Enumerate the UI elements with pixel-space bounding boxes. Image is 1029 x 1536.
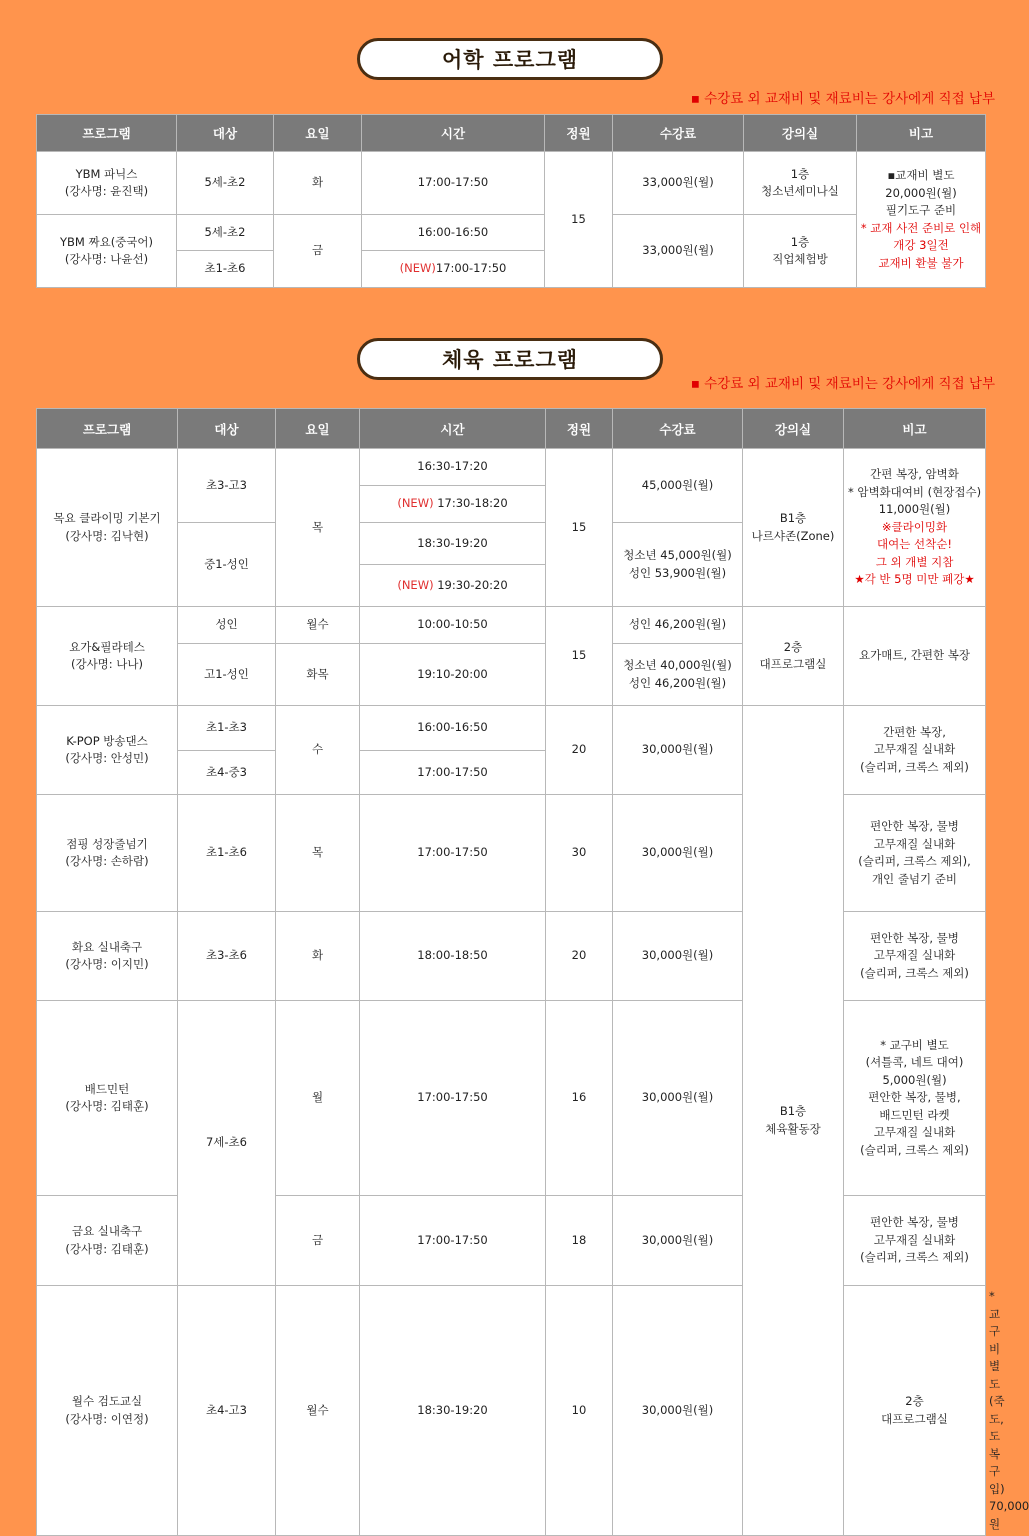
program-cell xyxy=(37,795,178,912)
program-cell xyxy=(37,215,177,288)
note-warning-line: ※클라이밍화 xyxy=(881,519,948,534)
table-row xyxy=(37,607,986,644)
capacity-cell: 16 xyxy=(546,1001,613,1196)
capacity-cell: 18 xyxy=(546,1196,613,1286)
instructor-name: (강사명: 이연정) xyxy=(65,1411,149,1426)
room-cell xyxy=(743,607,844,706)
program-cell xyxy=(37,1001,178,1196)
time-cell: 17:00-17:50 xyxy=(360,1001,546,1196)
table-row xyxy=(37,706,986,751)
time-value: 17:30-18:20 xyxy=(433,496,508,511)
note-line: (슬리퍼, 크록스 제외), xyxy=(858,854,971,868)
note-line: * 교구비 별도 xyxy=(880,1037,949,1052)
header-note: 비고 xyxy=(857,115,986,152)
time-cell: 18:00-18:50 xyxy=(360,912,546,1001)
time-cell: 10:00-10:50 xyxy=(360,607,546,644)
target-cell: 초4-고3 xyxy=(178,1286,276,1536)
header-day: 요일 xyxy=(274,115,362,152)
time-cell: 16:00-16:50 xyxy=(362,215,545,251)
fee-cell: 33,000원(월) xyxy=(613,152,744,215)
time-cell xyxy=(362,251,545,288)
note-warning-line: 개강 3일전 xyxy=(893,238,949,252)
room-floor: 2층 xyxy=(783,639,803,654)
instructor-name: (강사명: 김태훈) xyxy=(65,1241,149,1256)
room-cell xyxy=(743,706,844,1536)
capacity-cell: 15 xyxy=(546,449,613,607)
fee-cell: 30,000원(월) xyxy=(613,1001,743,1196)
instructor-name: (강사명: 이지민) xyxy=(65,957,149,971)
time-cell: 16:00-16:50 xyxy=(360,706,546,751)
note-line: (슬리퍼, 크록스 제외) xyxy=(860,965,969,980)
program-name: 목요 클라이밍 기본기 xyxy=(53,511,161,525)
room-name: 직업체험방 xyxy=(772,252,828,266)
fee-cell: 30,000원(월) xyxy=(613,1286,743,1536)
target-cell: 5세-초2 xyxy=(177,152,274,215)
instructor-name: (강사명: 윤진택) xyxy=(64,184,149,198)
day-cell: 금 xyxy=(274,215,362,288)
fee-cell: 30,000원(월) xyxy=(613,912,743,1001)
sports-program-title: 체육 프로그램 xyxy=(357,338,663,380)
day-cell: 월수 xyxy=(276,607,360,644)
note-line: 고무재질 실내화 xyxy=(873,836,956,851)
capacity-cell: 15 xyxy=(546,607,613,706)
note-line: 5,000원(월) xyxy=(882,1072,947,1087)
table-header-row xyxy=(37,115,986,152)
room-cell xyxy=(744,152,857,215)
table-row xyxy=(37,795,986,912)
target-cell: 초4-중3 xyxy=(178,751,276,795)
day-cell: 수 xyxy=(276,706,360,795)
note-cell xyxy=(844,795,986,912)
program-name: 배드민턴 xyxy=(84,1081,130,1096)
fee-cell xyxy=(613,644,743,706)
room-name: 체육활동장 xyxy=(765,1121,821,1136)
program-cell xyxy=(37,449,178,607)
room-name: 청소년세미나실 xyxy=(761,184,839,198)
instructor-name: (강사명: 나윤선) xyxy=(64,252,149,266)
new-badge: (NEW) xyxy=(397,496,434,511)
table-row xyxy=(37,1001,986,1196)
header-capacity: 정원 xyxy=(545,115,613,152)
header-room: 강의실 xyxy=(744,115,857,152)
time-cell: 17:00-17:50 xyxy=(362,152,545,215)
room-name: 대프로그램실 xyxy=(759,657,827,671)
day-cell: 화 xyxy=(276,912,360,1001)
room-cell xyxy=(844,1286,986,1536)
program-name: 요가&필라테스 xyxy=(69,639,145,654)
new-badge: (NEW) xyxy=(399,261,436,276)
table-header-row xyxy=(37,409,986,449)
fee-cell: 45,000원(월) xyxy=(613,449,743,523)
room-floor: 1층 xyxy=(790,234,810,249)
fee-cell: 성인 46,200원(월) xyxy=(613,607,743,644)
note-cell xyxy=(857,152,986,288)
program-cell xyxy=(37,706,178,795)
new-badge: (NEW) xyxy=(397,577,434,592)
time-cell: 19:10-20:00 xyxy=(360,644,546,706)
day-cell: 월수 xyxy=(276,1286,360,1536)
note-cell xyxy=(844,1196,986,1286)
header-target: 대상 xyxy=(177,115,274,152)
instructor-name: (강사명: 나나) xyxy=(70,657,144,671)
header-room: 강의실 xyxy=(743,409,844,449)
program-name: K-POP 방송댄스 xyxy=(66,733,148,748)
program-cell xyxy=(37,1286,178,1536)
time-cell: 17:00-17:50 xyxy=(360,795,546,912)
note-warning-line: 교재비 환불 불가 xyxy=(878,255,964,270)
time-cell: 17:00-17:50 xyxy=(360,751,546,795)
header-fee: 수강료 xyxy=(613,409,743,449)
header-program: 프로그램 xyxy=(37,409,178,449)
language-fee-notice: ▪ 수강료 외 교재비 및 재료비는 강사에게 직접 납부 xyxy=(690,91,995,107)
note-line: 고무재질 실내화 xyxy=(873,1232,956,1247)
target-cell: 5세-초2 xyxy=(177,215,274,251)
sports-fee-notice: ▪ 수강료 외 교재비 및 재료비는 강사에게 직접 납부 xyxy=(690,376,995,392)
room-floor: B1층 xyxy=(779,1104,807,1118)
time-value: 17:00-17:50 xyxy=(435,261,507,276)
program-name: YBM 짜요(중국어) xyxy=(59,234,153,249)
fee-line: 청소년 45,000원(월) xyxy=(623,548,732,562)
fee-cell: 30,000원(월) xyxy=(613,706,743,795)
fee-cell: 33,000원(월) xyxy=(613,215,744,288)
program-name: 점핑 성장줄넘기 xyxy=(66,836,148,851)
time-cell xyxy=(360,565,546,607)
target-cell: 초1-초3 xyxy=(178,706,276,751)
target-cell: 초3-초6 xyxy=(178,912,276,1001)
table-row xyxy=(37,215,986,251)
day-cell: 화목 xyxy=(276,644,360,706)
header-time: 시간 xyxy=(360,409,546,449)
room-cell xyxy=(743,449,844,607)
day-cell: 목 xyxy=(276,449,360,607)
program-name: 화요 실내축구 xyxy=(71,939,143,954)
capacity-cell: 20 xyxy=(546,706,613,795)
day-cell: 화 xyxy=(274,152,362,215)
target-cell: 초1-초6 xyxy=(178,795,276,912)
time-cell: 18:30-19:20 xyxy=(360,1286,546,1536)
table-row xyxy=(37,152,986,215)
instructor-name: (강사명: 안성민) xyxy=(65,751,149,765)
time-cell: 18:30-19:20 xyxy=(360,523,546,565)
program-name: 금요 실내축구 xyxy=(71,1224,143,1238)
header-day: 요일 xyxy=(276,409,360,449)
note-line: ▪교재비 별도 xyxy=(887,168,955,182)
target-cell: 초3-고3 xyxy=(178,449,276,523)
room-name: 나르샤존(Zone) xyxy=(751,528,835,543)
capacity-cell: 15 xyxy=(545,152,613,288)
note-cell xyxy=(844,912,986,1001)
target-cell: 7세-초6 xyxy=(178,1001,276,1286)
note-line: 고무재질 실내화 xyxy=(873,948,956,963)
note-line: 고무재질 실내화 xyxy=(873,1125,956,1140)
fee-cell xyxy=(613,523,743,607)
note-line: 간편 복장, 암벽화 xyxy=(870,467,959,482)
note-line: 배드민턴 라켓 xyxy=(879,1107,950,1122)
note-cell: 요가매트, 간편한 복장 xyxy=(844,607,986,706)
room-name: 대프로그램실 xyxy=(881,1411,948,1426)
instructor-name: (강사명: 손하람) xyxy=(65,854,149,868)
target-cell: 중1-성인 xyxy=(178,523,276,607)
time-cell: 16:30-17:20 xyxy=(360,449,546,486)
room-cell xyxy=(744,215,857,288)
program-cell xyxy=(37,1196,178,1286)
time-cell xyxy=(360,486,546,523)
fee-cell: 30,000원(월) xyxy=(613,1196,743,1286)
fee-line: 성인 46,200원(월) xyxy=(628,675,727,690)
note-cell xyxy=(844,1001,986,1196)
program-name: YBM 파닉스 xyxy=(75,166,138,181)
note-line: 개인 줄넘기 준비 xyxy=(871,871,958,886)
time-value: 19:30-20:20 xyxy=(433,577,508,592)
note-warning-line: 그 외 개별 지참 xyxy=(875,554,954,569)
time-cell: 17:00-17:50 xyxy=(360,1196,546,1286)
header-program: 프로그램 xyxy=(37,115,177,152)
note-line: 편안한 복장, 물병 xyxy=(870,930,959,945)
note-line: 필기도구 준비 xyxy=(885,203,957,217)
instructor-name: (강사명: 김낙현) xyxy=(65,528,149,543)
room-floor: 1층 xyxy=(790,166,810,181)
program-cell xyxy=(37,912,178,1001)
note-line: (슬리퍼, 크록스 제외) xyxy=(860,1142,969,1157)
table-row xyxy=(37,912,986,1001)
note-line: 고무재질 실내화 xyxy=(873,742,956,757)
header-fee: 수강료 xyxy=(613,115,744,152)
program-cell xyxy=(37,607,178,706)
day-cell: 목 xyxy=(276,795,360,912)
note-cell xyxy=(844,706,986,795)
fee-line: 성인 53,900원(월) xyxy=(628,565,727,580)
day-cell: 월 xyxy=(276,1001,360,1196)
program-cell xyxy=(37,152,177,215)
target-cell: 성인 xyxy=(178,607,276,644)
day-cell: 금 xyxy=(276,1196,360,1286)
note-line: * 암벽화대여비 (현장접수) xyxy=(847,484,982,499)
sports-program-table xyxy=(36,408,1029,1536)
note-line: 11,000원(월) xyxy=(878,502,951,517)
note-warning-line: 대여는 선착순! xyxy=(877,537,952,552)
table-row xyxy=(37,449,986,486)
language-program-table xyxy=(36,114,986,288)
note-line: 편안한 복장, 물병 xyxy=(870,819,959,833)
target-cell: 초1-초6 xyxy=(177,251,274,288)
header-note: 비고 xyxy=(844,409,986,449)
header-time: 시간 xyxy=(362,115,545,152)
note-line: 편안한 복장, 물병, xyxy=(868,1090,961,1105)
note-warning-line: ★각 반 5명 미만 폐강★ xyxy=(854,572,975,587)
note-line: (슬리퍼, 크록스 제외) xyxy=(860,1250,969,1265)
fee-line: 청소년 40,000원(월) xyxy=(623,658,732,672)
header-target: 대상 xyxy=(178,409,276,449)
room-floor: B1층 xyxy=(779,511,807,525)
fee-cell: 30,000원(월) xyxy=(613,795,743,912)
note-cell xyxy=(844,449,986,607)
capacity-cell: 20 xyxy=(546,912,613,1001)
note-line: 편안한 복장, 물병 xyxy=(870,1215,959,1230)
target-cell: 고1-성인 xyxy=(178,644,276,706)
note-line: (슬리퍼, 크록스 제외) xyxy=(860,759,969,774)
note-warning-line: * 교재 사전 준비로 인해 xyxy=(860,220,982,235)
capacity-cell: 10 xyxy=(546,1286,613,1536)
table-row: 월수 검도교실 (강사명: 이연정) 초4-고3 월수 18:30-19:20 10 30,000원(월) 2층 대프로그램실 * 교구비 별도 (죽도, 도복 구입) 70,000원 xyxy=(37,1286,986,1536)
note-line: (셔틀콕, 네트 대여) xyxy=(865,1055,964,1070)
room-floor: 2층 xyxy=(905,1394,924,1408)
instructor-name: (강사명: 김태훈) xyxy=(65,1099,149,1113)
program-name: 월수 검도교실 xyxy=(71,1394,143,1408)
capacity-cell: 30 xyxy=(546,795,613,912)
header-capacity: 정원 xyxy=(546,409,613,449)
note-line: 20,000원(월) xyxy=(885,185,957,200)
note-line: 간편한 복장, xyxy=(883,724,946,739)
language-program-title: 어학 프로그램 xyxy=(357,38,663,80)
